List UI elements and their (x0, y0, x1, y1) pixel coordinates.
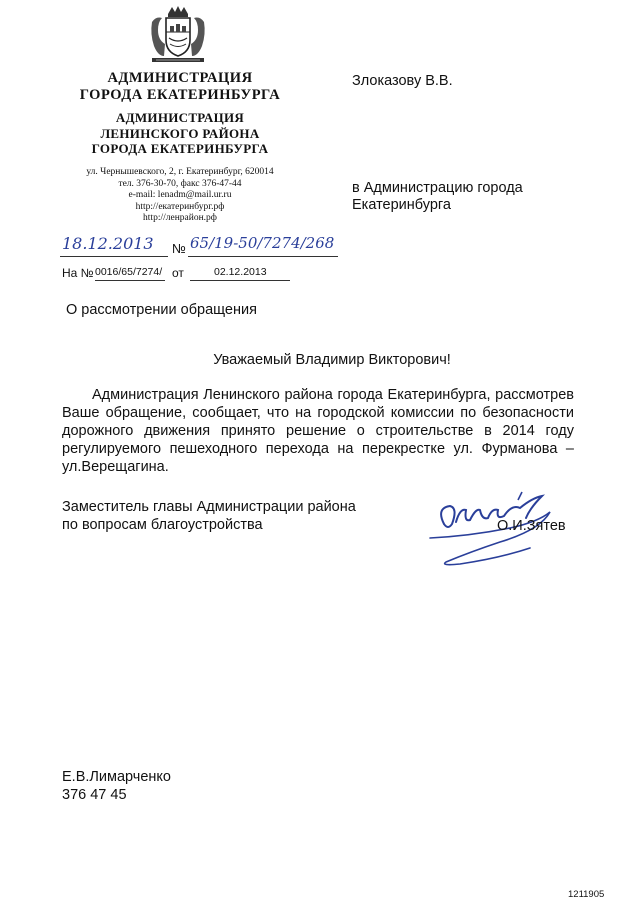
letter-subject: О рассмотрении обращения (66, 302, 257, 318)
letter-body: Администрация Ленинского района города Екатеринбурга, рассмотрев Ваше обращение, сообщает, что на городской комиссии по безопасности дорожного движения принято решение о строительстве в 2014 году регулируемого пешеходного перехода на перекрестке ул. Фурманова – ул.Верещагина. (62, 387, 574, 475)
destination-line-2: Екатеринбурга (352, 197, 451, 213)
website-1: http://екатеринбург.рф (135, 201, 225, 212)
signatory-title (62, 498, 356, 534)
executor-name: Е.В.Лимарченко (62, 769, 171, 785)
executor-block (62, 768, 171, 804)
number-sign: № (172, 241, 186, 256)
contact-block (60, 167, 300, 225)
dept-line-1: АДМИНИСТРАЦИЯ (115, 110, 245, 125)
ref-number: 0016/65/7274/ (95, 266, 163, 278)
destination-line-1: в Администрацию города (352, 180, 523, 196)
ref-date-field (190, 262, 290, 281)
coat-of-arms-emblem (146, 4, 210, 66)
signatory-title-line-1: Заместитель главы Администрации района (62, 499, 356, 515)
outgoing-date-field (60, 234, 168, 257)
dept-line-2: ЛЕНИНСКОГО РАЙОНА (100, 125, 260, 141)
dept-line-3: ГОРОДА ЕКАТЕРИНБУРГА (91, 141, 269, 156)
outgoing-date-handwritten: 18.12.2013 (62, 234, 154, 253)
ref-number-field (95, 262, 165, 281)
letter-greeting: Уважаемый Владимир Викторович! (213, 352, 451, 368)
document-number: 1211905 (568, 889, 605, 900)
website-2: http://ленрайон.рф (143, 213, 217, 223)
org-name (60, 70, 300, 104)
phone-text: тел. 376-30-70, факс 376-47-44 (118, 178, 242, 189)
outgoing-number-field (188, 234, 338, 257)
ref-date: 02.12.2013 (214, 266, 267, 278)
recipient-name: Злоказову В.В. (352, 73, 453, 89)
signatory-title-line-2: по вопросам благоустройства (62, 517, 263, 533)
signatory-name: О.И.Зятев (497, 518, 566, 534)
executor-phone: 376 47 45 (62, 787, 127, 803)
recipient-destination (352, 180, 523, 214)
address-text: ул. Чернышевского, 2, г. Екатеринбург, 620014 (86, 167, 274, 177)
ref-from-label: от (172, 266, 184, 280)
ref-prefix: На № (62, 266, 94, 280)
org-line-2: ГОРОДА ЕКАТЕРИНБУРГА (79, 87, 281, 103)
org-line-1: АДМИНИСТРАЦИЯ (107, 70, 253, 86)
dept-name (60, 110, 300, 157)
outgoing-number-handwritten: 65/19-50/7274/268 (190, 234, 335, 252)
email-text: e-mail: lenadm@mail.ur.ru (128, 190, 232, 200)
